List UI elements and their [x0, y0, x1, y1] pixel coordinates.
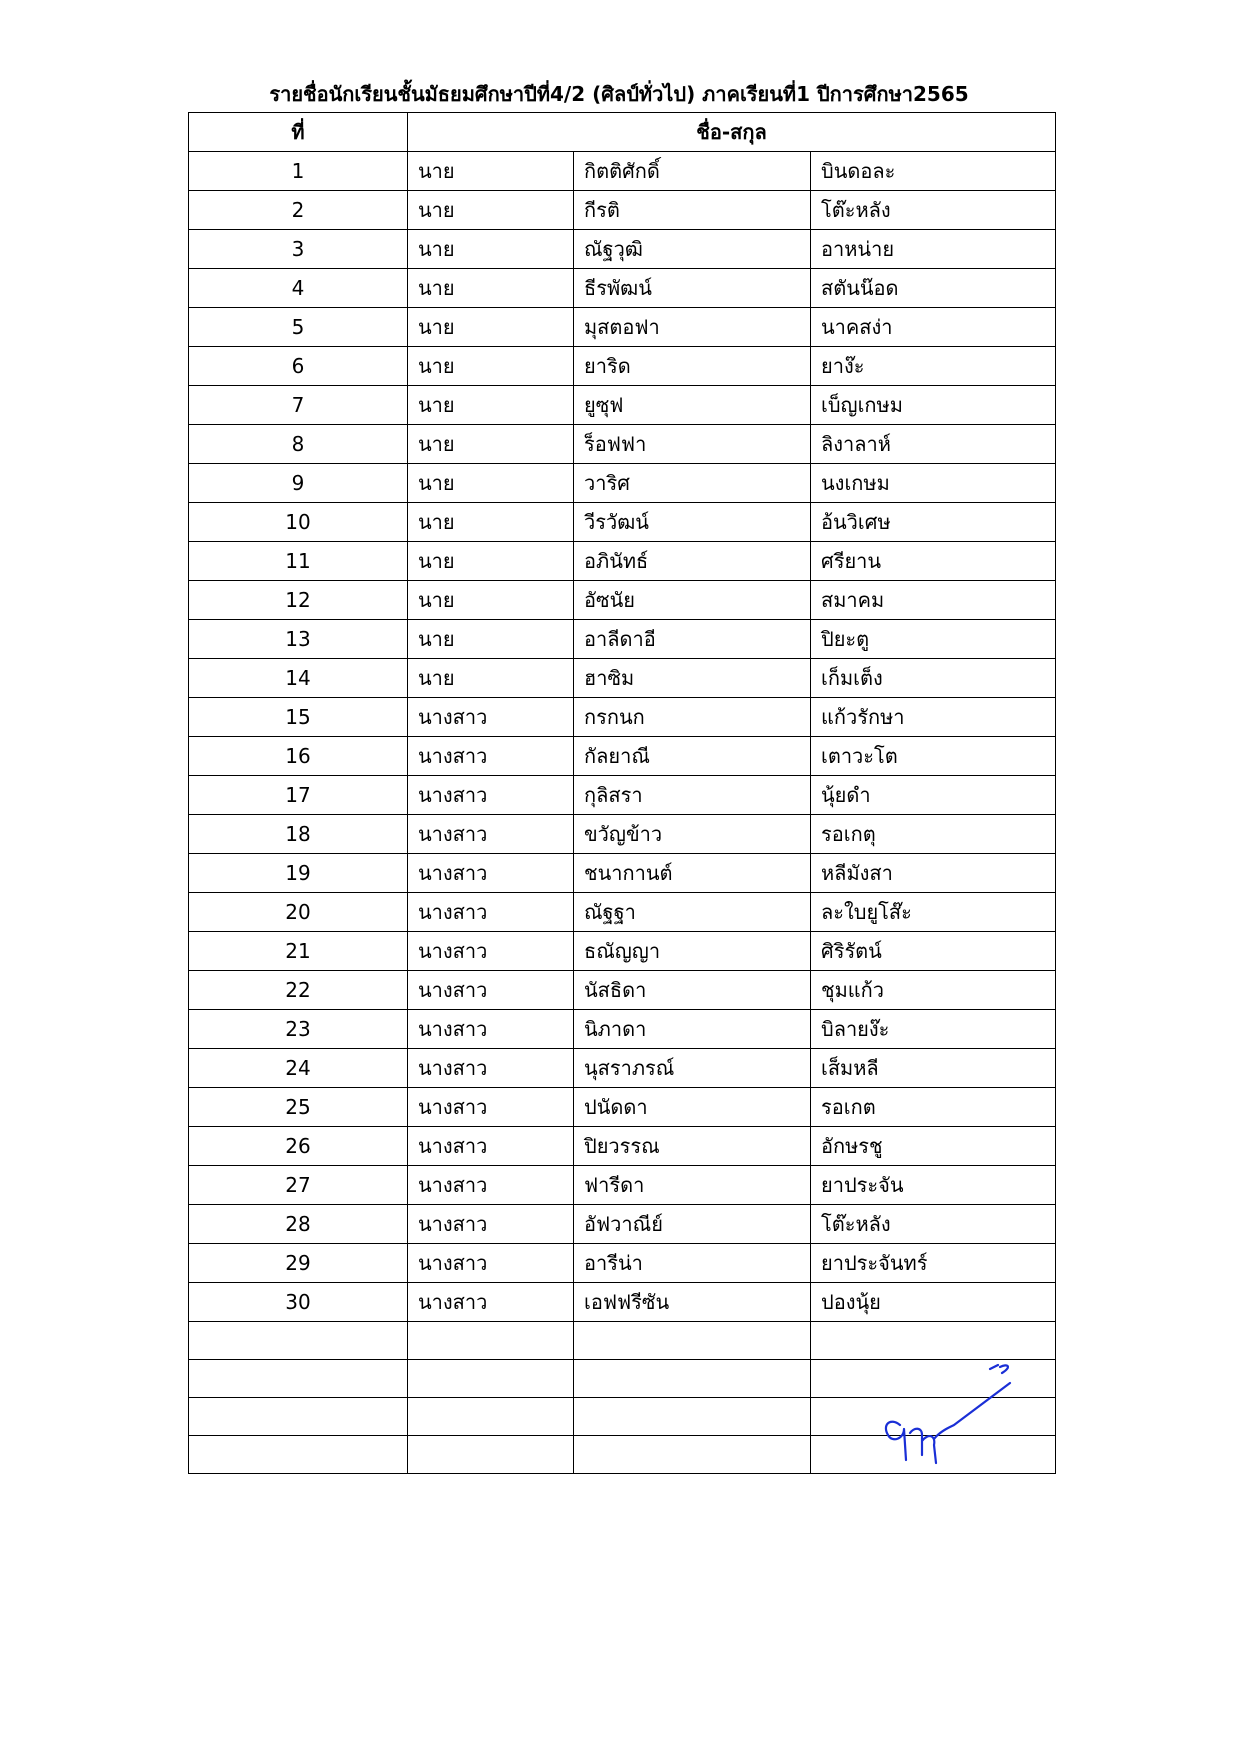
table-row: [189, 464, 1056, 503]
table-row: [189, 581, 1056, 620]
cell-prefix: นางสาว: [408, 893, 574, 932]
cell-first-name: ยูซุฟ: [574, 386, 811, 425]
cell-prefix: นาย: [408, 425, 574, 464]
roster-body: [189, 152, 1056, 1474]
cell-prefix: นางสาว: [408, 1205, 574, 1244]
cell-first-name: ปิยวรรณ: [574, 1127, 811, 1166]
cell-number: 18: [189, 815, 408, 854]
cell-prefix: นางสาว: [408, 698, 574, 737]
cell-first-name: นุสราภรณ์: [574, 1049, 811, 1088]
empty-cell: [574, 1360, 811, 1398]
cell-last-name: ศรียาน: [811, 542, 1056, 581]
cell-last-name: สมาคม: [811, 581, 1056, 620]
cell-first-name: ธณัญญา: [574, 932, 811, 971]
empty-cell: [574, 1436, 811, 1474]
cell-first-name: วาริศ: [574, 464, 811, 503]
table-row: [189, 737, 1056, 776]
table-row: [189, 776, 1056, 815]
cell-first-name: ยาริด: [574, 347, 811, 386]
cell-first-name: อาลีดาอี: [574, 620, 811, 659]
empty-cell: [574, 1398, 811, 1436]
cell-first-name: ณัฐฐา: [574, 893, 811, 932]
table-row: [189, 503, 1056, 542]
cell-number: 20: [189, 893, 408, 932]
cell-prefix: นาย: [408, 269, 574, 308]
cell-last-name: เตาวะโต: [811, 737, 1056, 776]
document-title: รายชื่อนักเรียนชั้นมัธยมศึกษาปีที่4/2 (ศิลป์ทั่วไป) ภาคเรียนที่1 ปีการศึกษา2565: [269, 82, 969, 106]
cell-number: 2: [189, 191, 408, 230]
table-row: [189, 971, 1056, 1010]
cell-prefix: นาย: [408, 503, 574, 542]
cell-last-name: บินดอละ: [811, 152, 1056, 191]
table-row: [189, 1244, 1056, 1283]
cell-first-name: ปนัดดา: [574, 1088, 811, 1127]
cell-prefix: นางสาว: [408, 815, 574, 854]
cell-number: 5: [189, 308, 408, 347]
cell-prefix: นางสาว: [408, 1010, 574, 1049]
cell-prefix: นาย: [408, 230, 574, 269]
cell-last-name: นาคสง่า: [811, 308, 1056, 347]
cell-first-name: ชนากานต์: [574, 854, 811, 893]
cell-last-name: สตันน๊อด: [811, 269, 1056, 308]
cell-number: 22: [189, 971, 408, 1010]
cell-prefix: นางสาว: [408, 1088, 574, 1127]
cell-last-name: โต๊ะหลัง: [811, 191, 1056, 230]
cell-last-name: ยาง๊ะ: [811, 347, 1056, 386]
cell-number: 8: [189, 425, 408, 464]
cell-number: 17: [189, 776, 408, 815]
cell-last-name: อ้นวิเศษ: [811, 503, 1056, 542]
cell-first-name: นัสธิดา: [574, 971, 811, 1010]
table-row: [189, 698, 1056, 737]
cell-number: 14: [189, 659, 408, 698]
header-full-name: ชื่อ-สกุล: [408, 113, 1056, 152]
empty-table-row: [189, 1322, 1056, 1360]
table-row: [189, 269, 1056, 308]
cell-number: 28: [189, 1205, 408, 1244]
table-header-row: [189, 113, 1056, 152]
table-row: [189, 347, 1056, 386]
empty-cell: [189, 1436, 408, 1474]
cell-last-name: รอเกต: [811, 1088, 1056, 1127]
cell-last-name: ปองนุ้ย: [811, 1283, 1056, 1322]
header-number: ที่: [189, 113, 408, 152]
cell-prefix: นาย: [408, 152, 574, 191]
cell-number: 29: [189, 1244, 408, 1283]
cell-last-name: รอเกตุ: [811, 815, 1056, 854]
cell-first-name: กัลยาณี: [574, 737, 811, 776]
cell-number: 24: [189, 1049, 408, 1088]
cell-prefix: นาย: [408, 620, 574, 659]
cell-prefix: นาย: [408, 308, 574, 347]
cell-last-name: ปิยะตู: [811, 620, 1056, 659]
cell-first-name: กรกนก: [574, 698, 811, 737]
empty-cell: [408, 1436, 574, 1474]
cell-first-name: ขวัญข้าว: [574, 815, 811, 854]
cell-last-name: ลิงาลาห์: [811, 425, 1056, 464]
cell-first-name: อารีน่า: [574, 1244, 811, 1283]
table-row: [189, 932, 1056, 971]
table-row: [189, 854, 1056, 893]
cell-first-name: อภินัทธ์: [574, 542, 811, 581]
cell-prefix: นาย: [408, 542, 574, 581]
cell-number: 4: [189, 269, 408, 308]
cell-number: 25: [189, 1088, 408, 1127]
cell-last-name: ยาประจันทร์: [811, 1244, 1056, 1283]
cell-prefix: นาย: [408, 659, 574, 698]
cell-number: 7: [189, 386, 408, 425]
cell-number: 12: [189, 581, 408, 620]
cell-number: 23: [189, 1010, 408, 1049]
cell-last-name: เส็มหลี: [811, 1049, 1056, 1088]
cell-prefix: นางสาว: [408, 776, 574, 815]
cell-last-name: ยาประจัน: [811, 1166, 1056, 1205]
table-row: [189, 386, 1056, 425]
empty-cell: [408, 1360, 574, 1398]
cell-number: 15: [189, 698, 408, 737]
cell-last-name: หลีมังสา: [811, 854, 1056, 893]
cell-number: 16: [189, 737, 408, 776]
cell-prefix: นางสาว: [408, 854, 574, 893]
table-row: [189, 1283, 1056, 1322]
cell-prefix: นางสาว: [408, 1049, 574, 1088]
cell-last-name: อักษรชู: [811, 1127, 1056, 1166]
cell-last-name: ชุมแก้ว: [811, 971, 1056, 1010]
cell-prefix: นางสาว: [408, 1166, 574, 1205]
table-row: [189, 308, 1056, 347]
cell-prefix: นาย: [408, 386, 574, 425]
cell-first-name: นิภาดา: [574, 1010, 811, 1049]
cell-last-name: ละใบยูโส๊ะ: [811, 893, 1056, 932]
cell-last-name: เบ็ญเกษม: [811, 386, 1056, 425]
table-row: [189, 542, 1056, 581]
cell-number: 11: [189, 542, 408, 581]
cell-last-name: โต๊ะหลัง: [811, 1205, 1056, 1244]
cell-first-name: อัฟวาณีย์: [574, 1205, 811, 1244]
cell-first-name: กิตติศักดิ์: [574, 152, 811, 191]
table-row: [189, 1166, 1056, 1205]
cell-number: 21: [189, 932, 408, 971]
empty-cell: [189, 1398, 408, 1436]
cell-last-name: เก็มเต็ง: [811, 659, 1056, 698]
table-row: [189, 1049, 1056, 1088]
signature: [870, 1355, 1020, 1475]
table-row: [189, 620, 1056, 659]
cell-number: 6: [189, 347, 408, 386]
empty-cell: [811, 1322, 1056, 1360]
cell-prefix: นางสาว: [408, 737, 574, 776]
cell-number: 30: [189, 1283, 408, 1322]
table-row: [189, 1205, 1056, 1244]
table-row: [189, 425, 1056, 464]
table-row: [189, 659, 1056, 698]
cell-first-name: มุสตอฟา: [574, 308, 811, 347]
cell-number: 27: [189, 1166, 408, 1205]
empty-cell: [408, 1398, 574, 1436]
cell-first-name: ฟารีดา: [574, 1166, 811, 1205]
cell-first-name: ฮาซิม: [574, 659, 811, 698]
empty-cell: [189, 1322, 408, 1360]
empty-cell: [189, 1360, 408, 1398]
table-row: [189, 815, 1056, 854]
empty-cell: [408, 1322, 574, 1360]
cell-number: 13: [189, 620, 408, 659]
cell-prefix: นางสาว: [408, 932, 574, 971]
table-row: [189, 893, 1056, 932]
table-row: [189, 230, 1056, 269]
cell-prefix: นางสาว: [408, 1283, 574, 1322]
table-row: [189, 152, 1056, 191]
table-row: [189, 1088, 1056, 1127]
table-row: [189, 191, 1056, 230]
cell-last-name: แก้วรักษา: [811, 698, 1056, 737]
cell-first-name: ร็อฟฟา: [574, 425, 811, 464]
cell-first-name: กีรติ: [574, 191, 811, 230]
cell-number: 1: [189, 152, 408, 191]
cell-first-name: วีรวัฒน์: [574, 503, 811, 542]
cell-prefix: นางสาว: [408, 971, 574, 1010]
cell-prefix: นางสาว: [408, 1127, 574, 1166]
cell-number: 3: [189, 230, 408, 269]
cell-number: 9: [189, 464, 408, 503]
cell-first-name: อัซนัย: [574, 581, 811, 620]
table-row: [189, 1127, 1056, 1166]
cell-prefix: นาย: [408, 581, 574, 620]
cell-prefix: นาย: [408, 191, 574, 230]
cell-prefix: นาย: [408, 347, 574, 386]
empty-cell: [574, 1322, 811, 1360]
cell-first-name: ณัฐวุฒิ: [574, 230, 811, 269]
cell-first-name: เอฟฟรีซัน: [574, 1283, 811, 1322]
student-roster-table: [188, 112, 1056, 1474]
cell-last-name: ศิริรัตน์: [811, 932, 1056, 971]
cell-last-name: นุ้ยดำ: [811, 776, 1056, 815]
cell-prefix: นางสาว: [408, 1244, 574, 1283]
table-row: [189, 1010, 1056, 1049]
cell-first-name: ธีรพัฒน์: [574, 269, 811, 308]
cell-last-name: อาหน่าย: [811, 230, 1056, 269]
cell-number: 19: [189, 854, 408, 893]
cell-number: 10: [189, 503, 408, 542]
cell-prefix: นาย: [408, 464, 574, 503]
cell-number: 26: [189, 1127, 408, 1166]
cell-first-name: กุลิสรา: [574, 776, 811, 815]
cell-last-name: บิลายง๊ะ: [811, 1010, 1056, 1049]
cell-last-name: นงเกษม: [811, 464, 1056, 503]
